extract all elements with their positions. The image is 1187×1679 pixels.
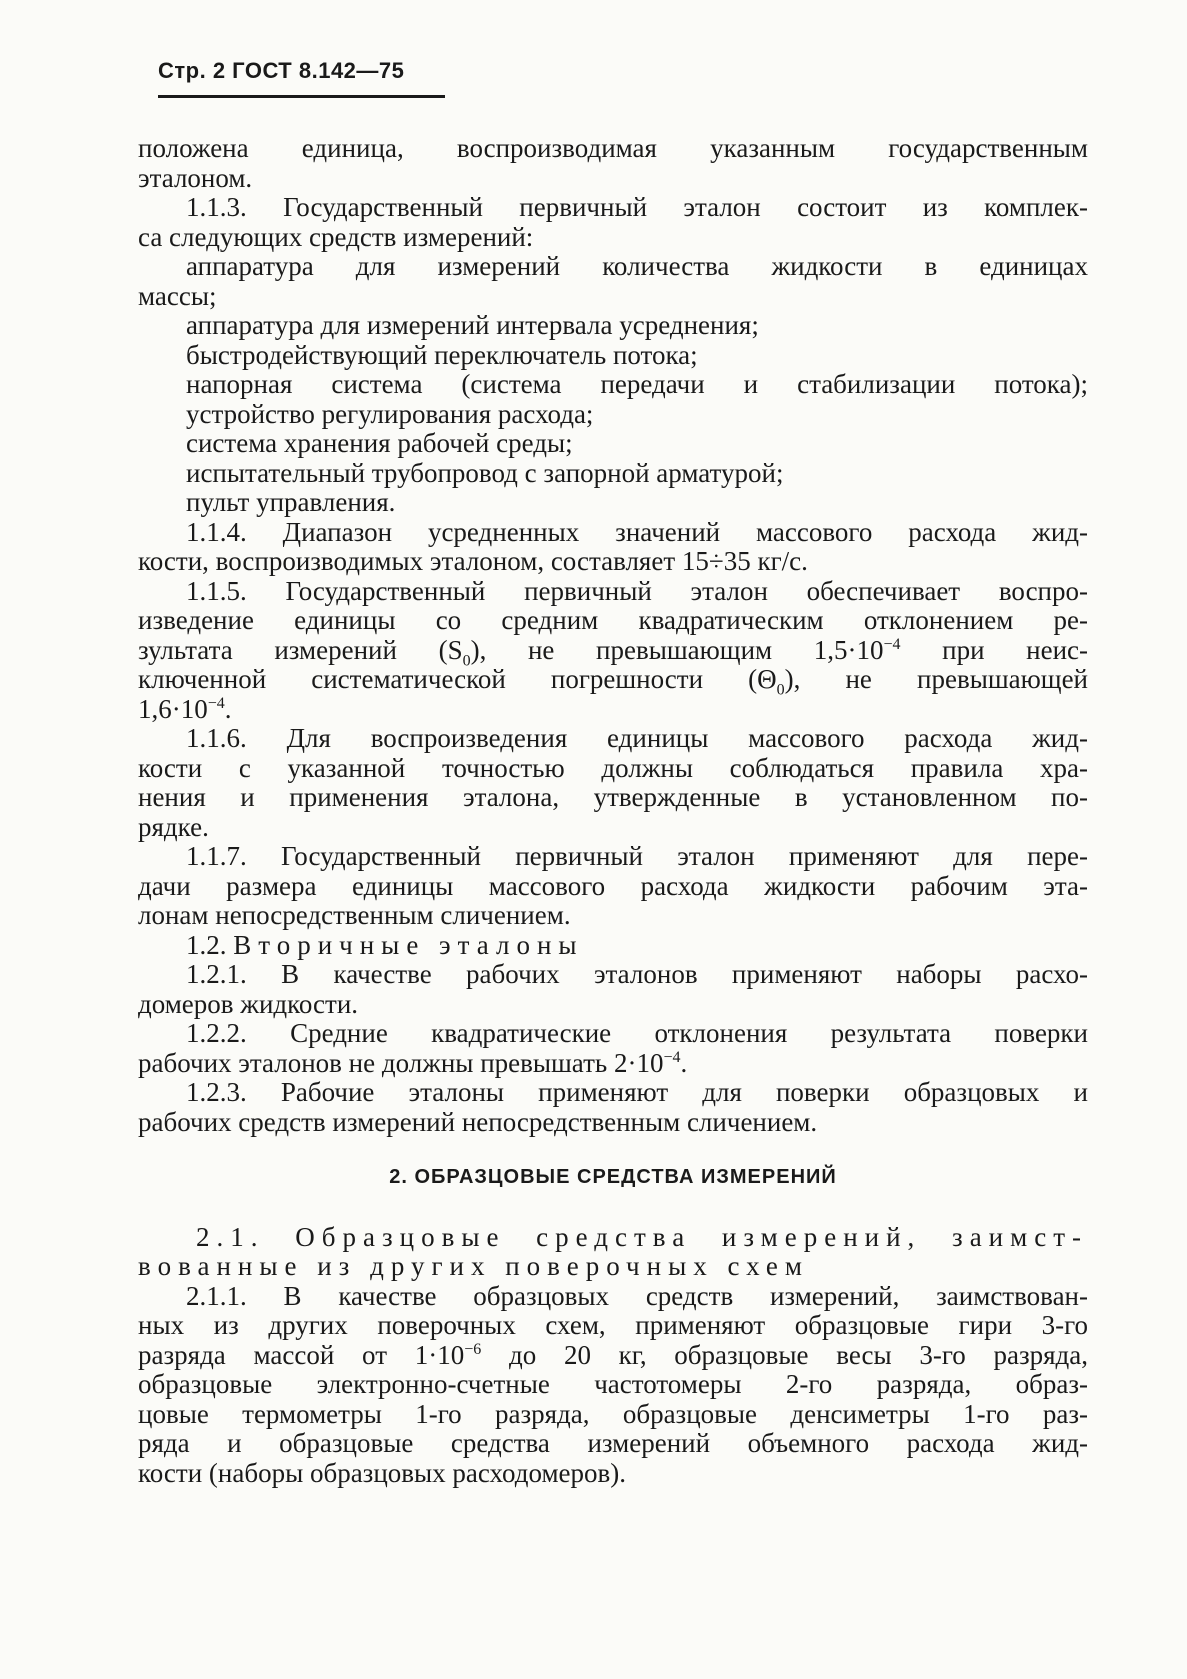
text-line bbox=[138, 634, 1088, 669]
text-line: ных из других поверочных схем, применяют образцовые гири 3-го bbox=[138, 1310, 1088, 1340]
text-line: 1.1.3. Государственный первичный эталон состоит из комплек- bbox=[186, 192, 1088, 222]
text-line: аппаратура для измерений интервала усреднения; bbox=[186, 310, 759, 340]
text-line: домеров жидкости. bbox=[138, 988, 359, 1019]
text-line: быстродействующий переключатель потока; bbox=[186, 339, 698, 370]
subscript: 0 bbox=[462, 651, 471, 669]
document-body bbox=[138, 134, 1088, 1488]
subscript: 0 bbox=[776, 681, 785, 699]
superscript: −6 bbox=[464, 1340, 482, 1358]
text-line: испытательный трубопровод с запорной арматурой; bbox=[186, 457, 784, 488]
text-segment: разряда массой от 1·10 bbox=[138, 1339, 465, 1370]
text-line: рядке. bbox=[138, 811, 209, 842]
text-segment: при неис- bbox=[900, 634, 1088, 665]
subsection-heading: вованные из других поверочных схем bbox=[138, 1251, 810, 1281]
text-segment: ), не превышающей bbox=[784, 664, 1088, 694]
text-line: эталоном. bbox=[138, 162, 253, 193]
text-line: рабочих средств измерений непосредственным сличением. bbox=[138, 1106, 818, 1137]
text-line: са следующих средств измерений: bbox=[138, 221, 534, 252]
text-segment: 1,6·10 bbox=[138, 693, 208, 724]
text-line: кости (наборы образцовых расходомеров). bbox=[138, 1457, 627, 1488]
text-line: 1.1.6. Для воспроизведения единицы массового расхода жид- bbox=[186, 723, 1088, 753]
text-segment: . bbox=[680, 1047, 688, 1078]
text-line bbox=[138, 1341, 1088, 1371]
text-segment: 1.2. bbox=[186, 929, 234, 960]
text-line: изведение единицы со средним квадратическим отклонением ре- bbox=[138, 605, 1088, 635]
text-line: образцовые электронно-счетные частотомеры 2-го разряда, образ- bbox=[138, 1369, 1088, 1399]
text-line: кости с указанной точностью должны соблюдаться правила хра- bbox=[138, 752, 1088, 783]
text-line: дачи размера единицы массового расхода жидкости рабочим эта- bbox=[138, 870, 1088, 901]
text-line: массы; bbox=[138, 280, 217, 311]
superscript: −4 bbox=[883, 635, 901, 653]
text-line: 1.2.3. Рабочие эталоны применяют для поверки образцовых и bbox=[186, 1077, 1088, 1107]
section-heading: 2. ОБРАЗЦОВЫЕ СРЕДСТВА ИЗМЕРЕНИЙ bbox=[389, 1166, 837, 1188]
text-segment: зультата измерений (S bbox=[138, 634, 463, 665]
text-line: ряда и образцовые средства измерений объемного расхода жид- bbox=[138, 1428, 1088, 1458]
text-line: цовые термометры 1-го разряда, образцовые денсиметры 1-го раз- bbox=[138, 1398, 1088, 1429]
text-line: 1.1.4. Диапазон усредненных значений массового расхода жид- bbox=[186, 516, 1088, 547]
subsection-heading bbox=[138, 931, 1088, 961]
text-line: 2.1.1. В качестве образцовых средств измерений, заимствован- bbox=[186, 1280, 1088, 1311]
text-line bbox=[138, 1049, 1088, 1079]
text-line: пульт управления. bbox=[186, 487, 396, 517]
text-segment: . bbox=[224, 693, 232, 724]
text-line: 1.1.7. Государственный первичный эталон применяют для пере- bbox=[186, 841, 1088, 871]
text-line: 1.1.5. Государственный первичный эталон обеспечивает воспро- bbox=[186, 575, 1088, 606]
text-line: лонам непосредственным сличением. bbox=[138, 900, 571, 930]
text-line: аппаратура для измерений количества жидкости в единицах bbox=[186, 251, 1088, 281]
text-line: нения и применения эталона, утвержденные в установленном по- bbox=[138, 782, 1088, 812]
text-line bbox=[138, 695, 1088, 725]
text-line: 1.2.2. Средние квадратические отклонения результата поверки bbox=[186, 1018, 1088, 1048]
text-line: устройство регулирования расхода; bbox=[186, 398, 594, 429]
page-header: Стр. 2 ГОСТ 8.142—75 bbox=[158, 58, 405, 83]
subsection-heading: 2.1. Образцовые средства измерений, заимст- bbox=[196, 1221, 1088, 1252]
text-segment: ), не превышающим 1,5·10 bbox=[470, 634, 884, 665]
superscript: −4 bbox=[663, 1048, 681, 1066]
text-segment: до 20 кг, образцовые весы 3-го разряда, bbox=[481, 1339, 1088, 1370]
superscript: −4 bbox=[207, 694, 225, 712]
header-rule bbox=[158, 95, 445, 98]
text-line bbox=[138, 664, 1088, 699]
text-line: система хранения рабочей среды; bbox=[186, 428, 573, 458]
text-line: напорная система (система передачи и стабилизации потока); bbox=[186, 369, 1088, 399]
spaced-title: Вторичные эталоны bbox=[233, 929, 584, 960]
text-segment: ключенной систематической погрешности (Θ bbox=[138, 664, 777, 694]
text-line: 1.2.1. В качестве рабочих эталонов применяют наборы расхо- bbox=[186, 959, 1088, 989]
text-line: положена единица, воспроизводимая указанным государственным bbox=[138, 133, 1088, 163]
text-segment: рабочих эталонов не должны превышать 2·10 bbox=[138, 1047, 664, 1078]
text-line: кости, воспроизводимых эталоном, составляет 15÷35 кг/с. bbox=[138, 546, 808, 576]
